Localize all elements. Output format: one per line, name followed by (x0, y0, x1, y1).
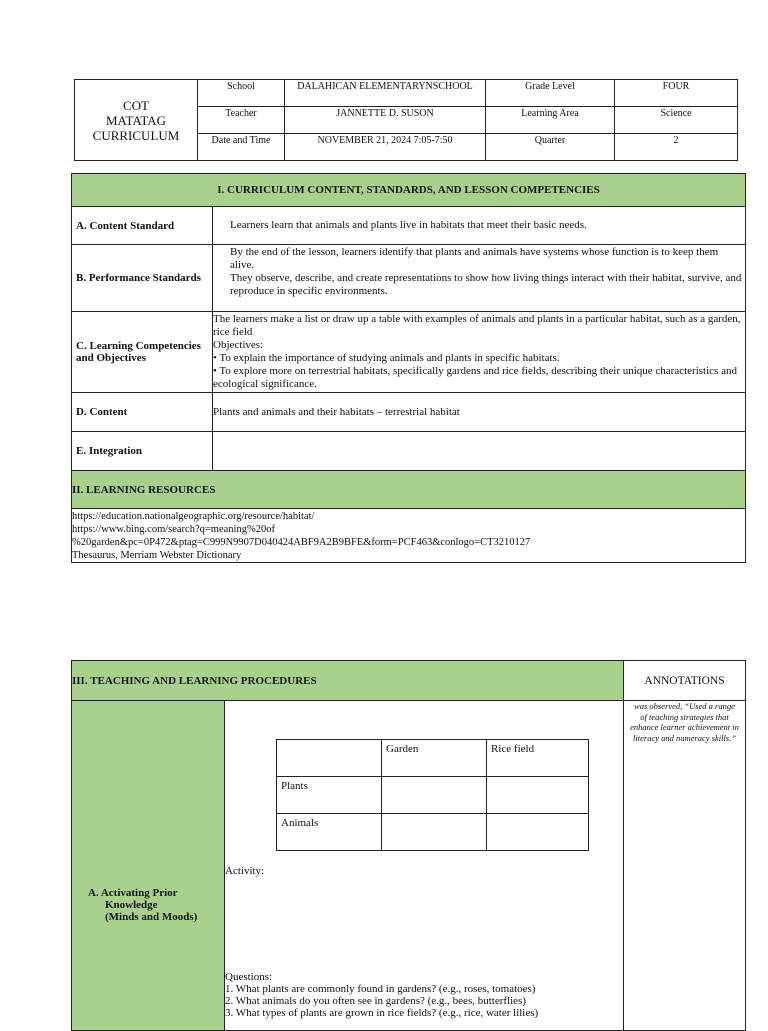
activating-label-line: Knowledge (105, 899, 158, 911)
learning-competencies-label: C. Learning Competencies and Objectives (72, 312, 213, 393)
question-item: 3. What types of plants are grown in rice fields? (e.g., rice, water lilies) (225, 1007, 539, 1019)
activity-label: Activity: (225, 865, 265, 877)
section-1-title: I. CURRICULUM CONTENT, STANDARDS, AND LESSON COMPETENCIES (72, 174, 746, 207)
activating-prior-knowledge-content (225, 701, 624, 1031)
question-item: 2. What animals do you often see in gardens? (e.g., bees, butterflies) (225, 995, 526, 1007)
learning-area-label: Learning Area (486, 107, 615, 134)
performance-line: By the end of the lesson, learners identify that plants and animals have systems whose function is to keep them alive. (230, 246, 719, 271)
annotations-header: ANNOTATIONS (624, 661, 746, 701)
competency-line: • To explain the importance of studying animals and plants in specific habitats. (213, 352, 560, 364)
questions-label: Questions: (225, 971, 273, 983)
annotation-note: was observed, “Used a range of teaching strategies that enhance learner achievement in literacy and numeracy skills.” (624, 701, 746, 1031)
resource-link[interactable]: https://www.bing.com/search?q=meaning%20of (72, 524, 275, 535)
grade-level-label: Grade Level (486, 80, 615, 107)
lesson-header-table (74, 79, 738, 161)
activity-table-cell[interactable] (382, 777, 487, 814)
content-label: D. Content (72, 393, 213, 432)
performance-line: reproduce in specific environments. (230, 285, 388, 297)
activity-table-row-animals: Animals (277, 814, 382, 851)
content-value: Plants and animals and their habitats – terrestrial habitat (213, 393, 746, 432)
activity-table-row-plants: Plants (277, 777, 382, 814)
competency-line: The learners make a list or draw up a table with examples of animals and plants in a particular habitat, such as a garden, rice field (213, 313, 741, 338)
integration-label: E. Integration (72, 432, 213, 471)
activity-table-cell[interactable] (487, 814, 589, 851)
quarter-value: 2 (615, 134, 738, 161)
activity-table-header-rice-field: Rice field (487, 740, 589, 777)
title-line-1: COT (123, 98, 149, 113)
performance-line: They observe, describe, and create representations to show how living things interact with their habitat, survive, and (230, 272, 742, 284)
resource-item: Thesaurus, Merriam Webster Dictionary (72, 550, 242, 561)
competency-line: • To explore more on terrestrial habitats, specifically gardens and rice fields, describing their unique characteristics and ecological significance. (213, 365, 737, 390)
grade-level-value: FOUR (615, 80, 738, 107)
quarter-label: Quarter (486, 134, 615, 161)
curriculum-title (75, 80, 198, 161)
activating-label-line: A. Activating Prior (88, 887, 178, 899)
activity-table-corner (277, 740, 382, 777)
title-line-3: CURRICULUM (92, 128, 180, 143)
activity-table-header-garden: Garden (382, 740, 487, 777)
performance-standards-value (213, 245, 746, 312)
date-time-label: Date and Time (198, 134, 285, 161)
habitat-activity-table (276, 739, 589, 851)
teacher-label: Teacher (198, 107, 285, 134)
teaching-procedures-table (71, 660, 746, 1031)
section-2-title: II. LEARNING RESOURCES (72, 471, 746, 509)
resource-link[interactable]: https://education.nationalgeographic.org/resource/habitat/ (72, 511, 315, 522)
content-standard-label: A. Content Standard (72, 207, 213, 245)
activity-table-cell[interactable] (487, 777, 589, 814)
performance-standards-label: B. Performance Standards (72, 245, 213, 312)
learning-competencies-value (213, 312, 746, 393)
date-time-value: NOVEMBER 21, 2024 7:05-7:50 (285, 134, 486, 161)
title-line-2: MATATAG (105, 113, 167, 128)
content-standard-value: Learners learn that animals and plants live in habitats that meet their basic needs. (213, 207, 746, 245)
question-item: 1. What plants are commonly found in gardens? (e.g., roses, tomatoes) (225, 983, 536, 995)
resource-link[interactable]: %20garden&pc=0P472&ptag=C999N9907D040424ABF9A2B9BFE&form=PCF463&conlogo=CT3210127 (72, 537, 531, 548)
school-label: School (198, 80, 285, 107)
activity-table-cell[interactable] (382, 814, 487, 851)
curriculum-content-table (71, 173, 746, 563)
competency-line: Objectives: (213, 339, 264, 351)
learning-resources-list (72, 509, 746, 563)
teacher-value: JANNETTE D. SUSON (285, 107, 486, 134)
activating-prior-knowledge-label (72, 701, 225, 1031)
section-3-title: III. TEACHING AND LEARNING PROCEDURES (72, 661, 624, 701)
integration-value (213, 432, 746, 471)
activating-label-line: (Minds and Moods) (105, 911, 198, 923)
learning-area-value: Science (615, 107, 738, 134)
school-value: DALAHICAN ELEMENTARYNSCHOOL (285, 80, 486, 107)
